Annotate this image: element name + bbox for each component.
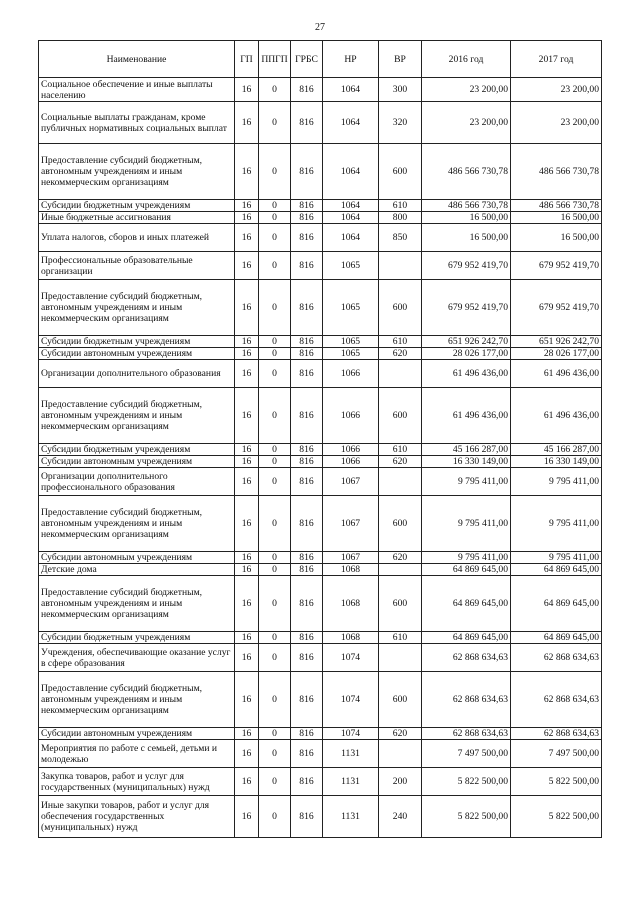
cell-grbs: 816 [291,672,323,728]
cell-nr: 1065 [323,348,379,360]
cell-name: Социальное обеспечение и иные выплаты населению [39,78,235,102]
cell-gp: 16 [235,456,259,468]
cell-grbs: 816 [291,224,323,252]
cell-ppgp: 0 [259,252,291,280]
table-row [39,768,602,796]
cell-name: Субсидии автономным учреждениям [39,552,235,564]
cell-y2017: 9 795 411,00 [511,496,602,552]
cell-vr [379,360,422,388]
cell-gp: 16 [235,224,259,252]
table-row [39,456,602,468]
cell-y2016: 7 497 500,00 [422,740,511,768]
cell-nr: 1068 [323,632,379,644]
cell-y2017: 5 822 500,00 [511,796,602,838]
cell-name: Детские дома [39,564,235,576]
cell-y2016: 9 795 411,00 [422,468,511,496]
table-row [39,388,602,444]
cell-grbs: 816 [291,768,323,796]
cell-nr: 1064 [323,224,379,252]
cell-vr: 610 [379,632,422,644]
cell-name: Субсидии бюджетным учреждениям [39,200,235,212]
cell-y2017: 486 566 730,78 [511,200,602,212]
cell-gp: 16 [235,672,259,728]
cell-vr: 620 [379,552,422,564]
cell-grbs: 816 [291,348,323,360]
cell-y2016: 61 496 436,00 [422,388,511,444]
cell-gp: 16 [235,552,259,564]
cell-gp: 16 [235,468,259,496]
cell-nr: 1068 [323,576,379,632]
table-row [39,728,602,740]
cell-grbs: 816 [291,728,323,740]
cell-vr [379,468,422,496]
cell-nr: 1065 [323,252,379,280]
table-row [39,796,602,838]
cell-y2017: 64 869 645,00 [511,632,602,644]
cell-gp: 16 [235,444,259,456]
cell-nr: 1074 [323,644,379,672]
cell-vr: 600 [379,496,422,552]
cell-y2017: 62 868 634,63 [511,728,602,740]
cell-nr: 1067 [323,496,379,552]
header-2017: 2017 год [511,41,602,78]
cell-name: Предоставление субсидий бюджетным, автономным учреждениям и иным некоммерческим организациям [39,388,235,444]
cell-grbs: 816 [291,564,323,576]
cell-name: Предоставление субсидий бюджетным, автономным учреждениям и иным некоммерческим организациям [39,672,235,728]
header-name: Наименование [39,41,235,78]
table-row [39,200,602,212]
cell-nr: 1064 [323,78,379,102]
cell-nr: 1074 [323,728,379,740]
cell-ppgp: 0 [259,728,291,740]
table-row [39,336,602,348]
cell-name: Профессиональные образовательные организации [39,252,235,280]
cell-y2016: 64 869 645,00 [422,632,511,644]
header-nr: НР [323,41,379,78]
cell-name: Субсидии бюджетным учреждениям [39,632,235,644]
cell-ppgp: 0 [259,444,291,456]
cell-y2017: 651 926 242,70 [511,336,602,348]
cell-gp: 16 [235,728,259,740]
cell-y2016: 23 200,00 [422,78,511,102]
cell-y2017: 16 330 149,00 [511,456,602,468]
cell-ppgp: 0 [259,796,291,838]
cell-gp: 16 [235,360,259,388]
cell-vr: 620 [379,456,422,468]
cell-y2016: 16 500,00 [422,224,511,252]
cell-grbs: 816 [291,388,323,444]
header-vr: ВР [379,41,422,78]
cell-ppgp: 0 [259,468,291,496]
table-row [39,564,602,576]
cell-ppgp: 0 [259,144,291,200]
cell-gp: 16 [235,102,259,144]
cell-ppgp: 0 [259,576,291,632]
table-row [39,348,602,360]
cell-gp: 16 [235,496,259,552]
cell-gp: 16 [235,632,259,644]
cell-nr: 1066 [323,456,379,468]
cell-y2017: 23 200,00 [511,102,602,144]
cell-grbs: 816 [291,456,323,468]
cell-nr: 1074 [323,672,379,728]
cell-name: Иные закупки товаров, работ и услуг для обеспечения государственных (муниципальных) нужд [39,796,235,838]
cell-ppgp: 0 [259,632,291,644]
cell-gp: 16 [235,348,259,360]
cell-y2016: 64 869 645,00 [422,576,511,632]
cell-y2016: 28 026 177,00 [422,348,511,360]
table-header-row [39,41,602,78]
cell-nr: 1066 [323,360,379,388]
cell-y2016: 9 795 411,00 [422,496,511,552]
cell-y2017: 28 026 177,00 [511,348,602,360]
cell-grbs: 816 [291,252,323,280]
cell-ppgp: 0 [259,552,291,564]
cell-y2016: 16 330 149,00 [422,456,511,468]
cell-y2016: 9 795 411,00 [422,552,511,564]
cell-grbs: 816 [291,102,323,144]
cell-gp: 16 [235,78,259,102]
cell-grbs: 816 [291,78,323,102]
cell-y2017: 9 795 411,00 [511,552,602,564]
cell-y2016: 62 868 634,63 [422,672,511,728]
cell-y2016: 62 868 634,63 [422,644,511,672]
cell-vr [379,644,422,672]
cell-ppgp: 0 [259,644,291,672]
cell-vr [379,252,422,280]
cell-nr: 1067 [323,468,379,496]
cell-ppgp: 0 [259,200,291,212]
cell-gp: 16 [235,644,259,672]
cell-ppgp: 0 [259,336,291,348]
cell-gp: 16 [235,388,259,444]
cell-nr: 1064 [323,102,379,144]
cell-nr: 1067 [323,552,379,564]
table-row [39,212,602,224]
cell-gp: 16 [235,564,259,576]
cell-grbs: 816 [291,336,323,348]
cell-nr: 1065 [323,336,379,348]
cell-ppgp: 0 [259,348,291,360]
cell-grbs: 816 [291,200,323,212]
table-row [39,224,602,252]
cell-vr: 620 [379,728,422,740]
table-row [39,444,602,456]
cell-grbs: 816 [291,632,323,644]
table-row [39,632,602,644]
cell-nr: 1131 [323,740,379,768]
cell-grbs: 816 [291,468,323,496]
cell-ppgp: 0 [259,360,291,388]
cell-y2016: 679 952 419,70 [422,280,511,336]
cell-vr: 600 [379,144,422,200]
cell-ppgp: 0 [259,740,291,768]
cell-name: Субсидии бюджетным учреждениям [39,336,235,348]
cell-gp: 16 [235,768,259,796]
cell-y2016: 23 200,00 [422,102,511,144]
cell-nr: 1131 [323,796,379,838]
cell-y2016: 486 566 730,78 [422,200,511,212]
cell-y2017: 45 166 287,00 [511,444,602,456]
cell-grbs: 816 [291,360,323,388]
cell-name: Организации дополнительного образования [39,360,235,388]
table-row [39,280,602,336]
cell-y2016: 64 869 645,00 [422,564,511,576]
cell-y2017: 486 566 730,78 [511,144,602,200]
cell-y2017: 62 868 634,63 [511,644,602,672]
cell-y2017: 7 497 500,00 [511,740,602,768]
cell-name: Предоставление субсидий бюджетным, автономным учреждениям и иным некоммерческим организациям [39,496,235,552]
cell-vr [379,564,422,576]
header-gp: ГП [235,41,259,78]
cell-y2016: 5 822 500,00 [422,768,511,796]
cell-nr: 1064 [323,212,379,224]
cell-y2016: 5 822 500,00 [422,796,511,838]
cell-y2016: 651 926 242,70 [422,336,511,348]
cell-y2016: 486 566 730,78 [422,144,511,200]
cell-grbs: 816 [291,280,323,336]
table-row [39,144,602,200]
cell-gp: 16 [235,336,259,348]
cell-name: Иные бюджетные ассигнования [39,212,235,224]
cell-y2017: 62 868 634,63 [511,672,602,728]
cell-gp: 16 [235,144,259,200]
cell-y2016: 45 166 287,00 [422,444,511,456]
page-number: 27 [315,22,325,33]
cell-y2017: 16 500,00 [511,212,602,224]
cell-y2017: 61 496 436,00 [511,360,602,388]
cell-nr: 1068 [323,564,379,576]
cell-ppgp: 0 [259,496,291,552]
cell-vr: 300 [379,78,422,102]
cell-nr: 1065 [323,280,379,336]
cell-name: Предоставление субсидий бюджетным, автономным учреждениям и иным некоммерческим организациям [39,280,235,336]
cell-grbs: 816 [291,144,323,200]
table-row [39,78,602,102]
cell-y2016: 16 500,00 [422,212,511,224]
cell-gp: 16 [235,252,259,280]
cell-y2017: 64 869 645,00 [511,564,602,576]
budget-table [38,40,602,838]
cell-y2017: 5 822 500,00 [511,768,602,796]
cell-vr [379,740,422,768]
cell-nr: 1131 [323,768,379,796]
cell-vr: 610 [379,200,422,212]
cell-nr: 1064 [323,144,379,200]
cell-vr: 620 [379,348,422,360]
cell-grbs: 816 [291,796,323,838]
cell-nr: 1066 [323,388,379,444]
cell-vr: 800 [379,212,422,224]
cell-gp: 16 [235,212,259,224]
cell-vr: 610 [379,444,422,456]
cell-nr: 1064 [323,200,379,212]
cell-vr: 600 [379,576,422,632]
cell-name: Учреждения, обеспечивающие оказание услуг в сфере образования [39,644,235,672]
cell-y2016: 679 952 419,70 [422,252,511,280]
cell-gp: 16 [235,740,259,768]
cell-vr: 200 [379,768,422,796]
cell-grbs: 816 [291,740,323,768]
cell-grbs: 816 [291,496,323,552]
cell-vr: 240 [379,796,422,838]
header-2016: 2016 год [422,41,511,78]
cell-ppgp: 0 [259,212,291,224]
table-row [39,102,602,144]
table-row [39,360,602,388]
cell-vr: 850 [379,224,422,252]
cell-gp: 16 [235,200,259,212]
cell-name: Организации дополнительного профессионального образования [39,468,235,496]
table-row [39,644,602,672]
cell-ppgp: 0 [259,78,291,102]
cell-vr: 600 [379,672,422,728]
cell-ppgp: 0 [259,672,291,728]
table-row [39,496,602,552]
cell-vr: 600 [379,280,422,336]
cell-vr: 610 [379,336,422,348]
cell-y2016: 62 868 634,63 [422,728,511,740]
cell-name: Субсидии бюджетным учреждениям [39,444,235,456]
cell-y2017: 61 496 436,00 [511,388,602,444]
cell-vr: 600 [379,388,422,444]
table-row [39,672,602,728]
table-body [39,78,602,838]
cell-y2016: 61 496 436,00 [422,360,511,388]
cell-gp: 16 [235,796,259,838]
cell-name: Закупка товаров, работ и услуг для государственных (муниципальных) нужд [39,768,235,796]
cell-ppgp: 0 [259,224,291,252]
cell-vr: 320 [379,102,422,144]
table-row [39,252,602,280]
header-grbs: ГРБС [291,41,323,78]
cell-name: Социальные выплаты гражданам, кроме публичных нормативных социальных выплат [39,102,235,144]
cell-y2017: 16 500,00 [511,224,602,252]
cell-ppgp: 0 [259,768,291,796]
table-row [39,468,602,496]
cell-grbs: 816 [291,212,323,224]
table-row [39,552,602,564]
cell-name: Мероприятия по работе с семьей, детьми и молодежью [39,740,235,768]
cell-grbs: 816 [291,552,323,564]
cell-grbs: 816 [291,644,323,672]
cell-ppgp: 0 [259,456,291,468]
cell-y2017: 64 869 645,00 [511,576,602,632]
cell-name: Субсидии автономным учреждениям [39,456,235,468]
cell-name: Субсидии автономным учреждениям [39,728,235,740]
cell-y2017: 679 952 419,70 [511,280,602,336]
cell-ppgp: 0 [259,388,291,444]
cell-name: Предоставление субсидий бюджетным, автономным учреждениям и иным некоммерческим организациям [39,144,235,200]
cell-ppgp: 0 [259,280,291,336]
cell-name: Уплата налогов, сборов и иных платежей [39,224,235,252]
header-ppgp: ППГП [259,41,291,78]
cell-grbs: 816 [291,576,323,632]
cell-y2017: 23 200,00 [511,78,602,102]
table-row [39,576,602,632]
cell-gp: 16 [235,576,259,632]
cell-gp: 16 [235,280,259,336]
cell-ppgp: 0 [259,564,291,576]
cell-nr: 1066 [323,444,379,456]
cell-grbs: 816 [291,444,323,456]
table-row [39,740,602,768]
cell-y2017: 679 952 419,70 [511,252,602,280]
cell-name: Субсидии автономным учреждениям [39,348,235,360]
cell-ppgp: 0 [259,102,291,144]
cell-name: Предоставление субсидий бюджетным, автономным учреждениям и иным некоммерческим организациям [39,576,235,632]
cell-y2017: 9 795 411,00 [511,468,602,496]
